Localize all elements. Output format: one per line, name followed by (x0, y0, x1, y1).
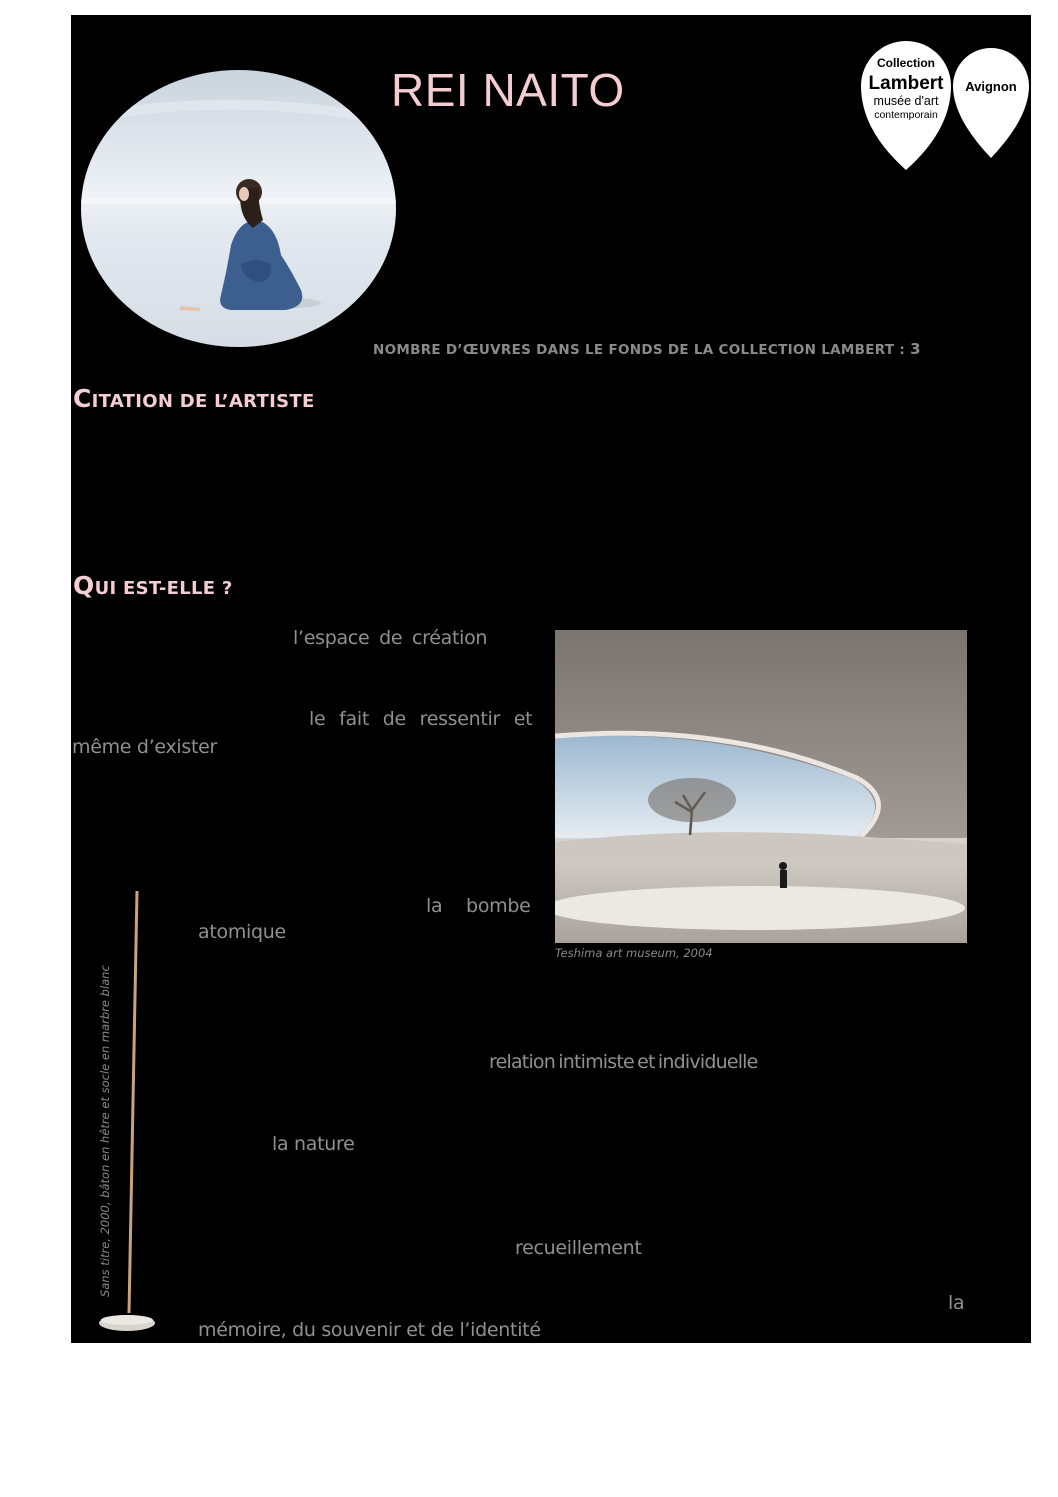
logo-city: Avignon (965, 79, 1017, 94)
logo-line2: Lambert (868, 73, 944, 94)
keyword-atomique: atomique (198, 921, 286, 943)
keyword-nature: la nature (272, 1133, 355, 1155)
logo-line3: musée d'art (873, 94, 939, 108)
artist-portrait (81, 70, 396, 347)
works-count-label: NOMBRE D’ŒUVRES DANS LE FONDS DE LA COLLECTION LAMBERT : (373, 342, 906, 358)
works-count-value: 3 (910, 340, 921, 358)
logo-line1: Collection (876, 56, 936, 70)
keyword-memoire: mémoire, du souvenir et de l’identité (198, 1319, 541, 1341)
works-count (373, 340, 921, 358)
keyword-bombe: la bombe (426, 895, 531, 917)
logo-line4: contemporain (874, 109, 938, 121)
keyword-espace: l’espace de création (293, 627, 488, 649)
museum-caption: Teshima art museum, 2004 (555, 946, 713, 960)
keyword-ressentir: le fait de ressentir et (309, 708, 533, 730)
teshima-museum-photo (555, 630, 967, 943)
section-heading-citation: CITATION DE L’ARTISTE (73, 384, 315, 413)
keyword-exister: même d’exister (72, 736, 218, 758)
page-title: REI NAITO (391, 64, 625, 116)
section-heading-qui: QUI EST-ELLE ? (73, 571, 233, 600)
keyword-relation: relation intimiste et individuelle (489, 1051, 758, 1073)
collection-lambert-logo (853, 30, 1031, 180)
sculpture-caption: Sans titre, 2000, bâton en hêtre et socle en marbre blanc (98, 965, 112, 1297)
document-page (71, 15, 1031, 1343)
keyword-la: la (948, 1292, 965, 1314)
keyword-recueillement: recueillement (515, 1237, 642, 1259)
